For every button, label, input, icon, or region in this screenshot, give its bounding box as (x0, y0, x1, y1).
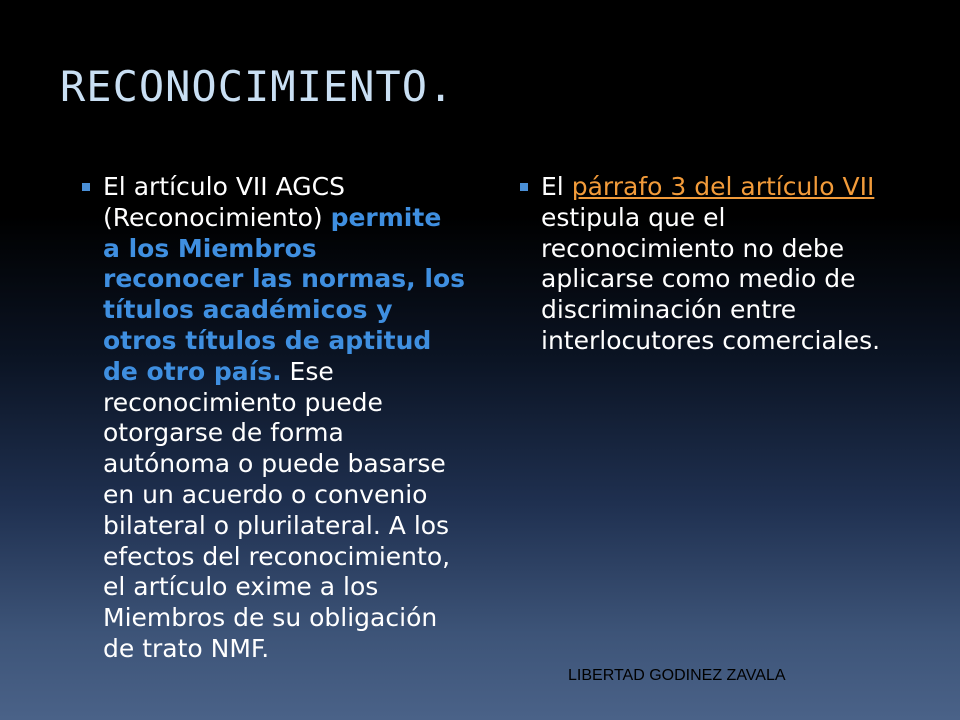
left-bullet-body: Ese reconocimiento puede otorgarse de forma autónoma o puede basarse en un acuerdo o convenio bilateral o plurilateral. A los efectos del reconocimiento, el artículo exime a los Miembros de su obligación de trato NMF. (103, 356, 451, 663)
slide-title: RECONOCIMIENTO. (60, 62, 455, 111)
left-bullet-highlight: permite a los Miembros reconocer las normas, los títulos académicos y otros títulos de aptitud de otro país. (103, 202, 466, 386)
left-bullet-intro: El artículo VII AGCS (Reconocimiento) (103, 172, 345, 232)
right-bullet-text (541, 172, 921, 357)
square-bullet-icon (520, 183, 528, 191)
left-column (82, 172, 477, 665)
article-link[interactable]: párrafo 3 del artículo VII (571, 172, 875, 201)
right-column (520, 172, 940, 357)
left-bullet-text (103, 172, 465, 665)
right-bullet-body: estipula que el reconocimiento no debe aplicarse como medio de discriminación entre interlocutores comerciales. (541, 202, 881, 355)
right-bullet-prefix: El (541, 172, 572, 201)
footer-author: LIBERTAD GODINEZ ZAVALA (568, 667, 786, 684)
square-bullet-icon (82, 183, 90, 191)
